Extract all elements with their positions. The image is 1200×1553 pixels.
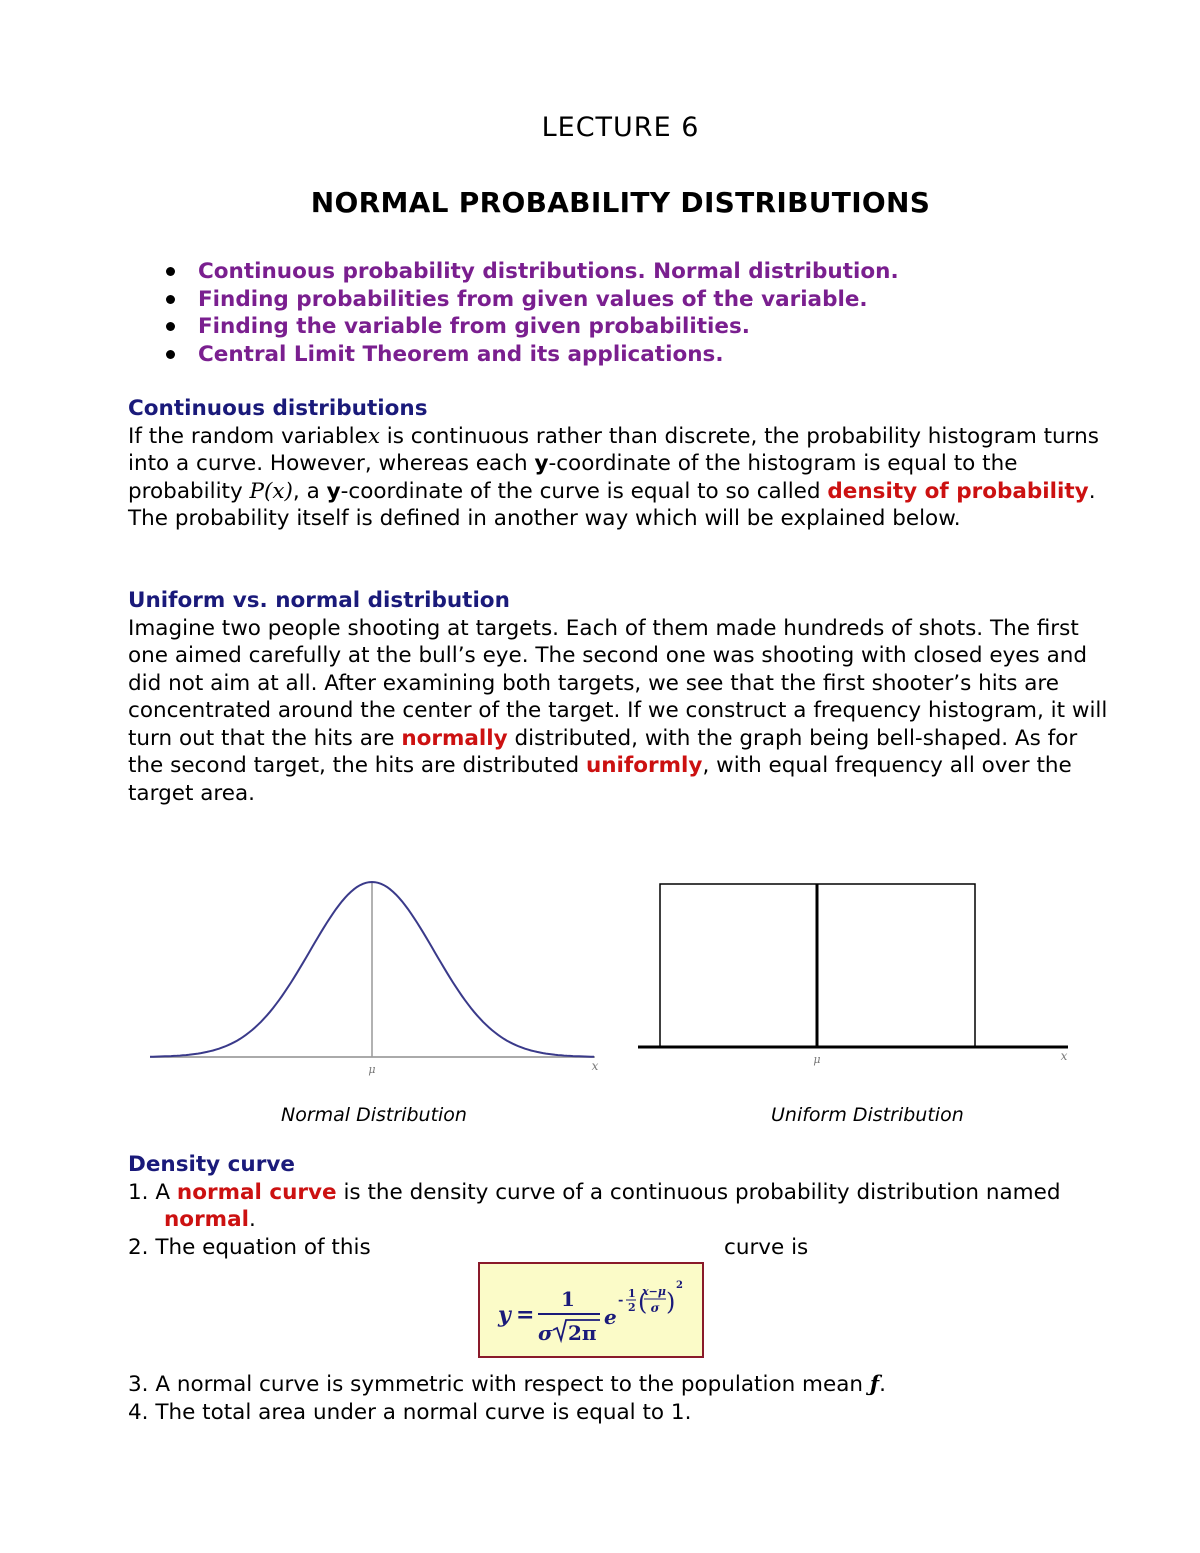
bullet-icon bbox=[166, 350, 175, 359]
item-number: 1. bbox=[128, 1179, 149, 1205]
exponent-half-num: 1 bbox=[628, 1287, 636, 1300]
text-run: is the density curve of a continuous probability distribution named bbox=[336, 1179, 1061, 1205]
figure-caption-normal: Normal Distribution bbox=[281, 1104, 467, 1126]
text-run: . The probability itself is defined in another way which will be explained below. bbox=[128, 478, 1096, 531]
text-run: A bbox=[148, 1179, 177, 1205]
section-continuous bbox=[128, 395, 1118, 533]
variable-y: y bbox=[534, 451, 549, 476]
section-uniform-vs-normal bbox=[128, 587, 1118, 807]
variable-x: x bbox=[367, 423, 380, 449]
text-run: , with equal frequency all over the target area. bbox=[128, 753, 1072, 806]
probability-px: P(x) bbox=[249, 478, 293, 504]
text-run: A normal curve is symmetric with respect to the population mean bbox=[148, 1372, 870, 1397]
text-run: The equation of this bbox=[148, 1234, 371, 1260]
formula-y: y bbox=[498, 1302, 511, 1328]
text-run: -coordinate of the histogram is equal to the probability bbox=[128, 451, 1018, 504]
bullet-icon bbox=[166, 322, 175, 331]
section-heading: Continuous distributions bbox=[128, 396, 428, 421]
key-term: normal curve bbox=[176, 1179, 337, 1205]
text-run: distributed, with the graph being bell-shaped. As for the second target, the hits are distributed bbox=[128, 725, 1078, 778]
section-heading: Density curve bbox=[128, 1152, 295, 1177]
normal-equation bbox=[480, 1264, 702, 1356]
key-term: uniformly bbox=[585, 753, 703, 778]
bullet-icon bbox=[166, 267, 175, 276]
list-item bbox=[160, 313, 899, 341]
x-axis-label: x bbox=[591, 1059, 599, 1073]
list-item bbox=[128, 1371, 1108, 1399]
formula-sigma: σ bbox=[538, 1321, 553, 1345]
list-item-continuation bbox=[128, 1206, 1108, 1234]
exponent-half-den: 2 bbox=[628, 1301, 636, 1314]
list-item-text: Finding the variable from given probabilities. bbox=[198, 314, 750, 339]
paren-left: ( bbox=[638, 1288, 648, 1316]
text-run: -coordinate of the curve is equal to so called bbox=[340, 478, 828, 504]
mu-label: μ bbox=[368, 1063, 376, 1076]
item-number: 4. bbox=[128, 1399, 149, 1425]
key-term: density of probability bbox=[827, 478, 1089, 504]
figure-caption-uniform: Uniform Distribution bbox=[771, 1104, 964, 1126]
list-item-text: Continuous probability distributions. Normal distribution. bbox=[198, 259, 899, 284]
text-run: The total area under a normal curve is equal to 1. bbox=[148, 1399, 692, 1425]
formula-e: e bbox=[604, 1305, 617, 1329]
section-paragraph bbox=[128, 615, 1118, 808]
text-run: , a bbox=[292, 478, 327, 504]
section-density-curve bbox=[128, 1151, 1108, 1261]
text-run: curve is bbox=[724, 1234, 809, 1260]
exponent-minus: - bbox=[618, 1293, 624, 1308]
normal-equation-box bbox=[478, 1262, 704, 1358]
list-item-text: Finding probabilities from given values of the variable. bbox=[198, 286, 868, 312]
list-item bbox=[160, 286, 899, 314]
exponent-frac-den: σ bbox=[650, 1301, 660, 1315]
page-title: NORMAL PROBABILITY DISTRIBUTIONS bbox=[310, 186, 931, 219]
item-number: 2. bbox=[128, 1234, 149, 1260]
exponent-power: 2 bbox=[676, 1280, 683, 1291]
bullet-icon bbox=[166, 295, 175, 304]
text-run: If the random variable bbox=[128, 423, 368, 449]
list-item bbox=[128, 1179, 1108, 1207]
formula-numerator: 1 bbox=[561, 1287, 575, 1311]
uniform-distribution-figure bbox=[620, 870, 1080, 1070]
key-term: normally bbox=[401, 725, 508, 751]
list-item bbox=[128, 1234, 1108, 1262]
mean-symbol: ƒ bbox=[869, 1372, 880, 1397]
density-list-continued bbox=[128, 1371, 1108, 1426]
item-number: 3. bbox=[128, 1372, 149, 1397]
formula-equals: = bbox=[516, 1302, 535, 1328]
lecture-number: LECTURE 6 bbox=[541, 112, 700, 143]
text-run: . bbox=[248, 1207, 256, 1232]
list-item-text: Central Limit Theorem and its applications. bbox=[198, 341, 724, 367]
section-heading: Uniform vs. normal distribution bbox=[128, 588, 510, 613]
text-run: Imagine two people shooting at targets. Each of them made hundreds of shots. The first one aimed carefully at the bull’s eye. The second one was shooting with closed eyes and did not aim at all. After examining both targets, we see that the first shooter’s hits are concentrated around the center of the target. If we construct a frequency histogram, it will turn out that the hits are bbox=[128, 615, 1108, 751]
text-run: is continuous rather than discrete, the probability histogram turns into a curve. However, whereas each bbox=[128, 423, 1099, 476]
x-axis-label: x bbox=[1060, 1049, 1068, 1063]
list-item bbox=[160, 341, 899, 369]
variable-y: y bbox=[326, 478, 341, 504]
list-item bbox=[128, 1399, 1108, 1427]
list-item bbox=[160, 258, 899, 286]
normal-distribution-figure bbox=[140, 870, 610, 1080]
key-term: normal bbox=[164, 1207, 249, 1232]
formula-sqrt-arg: 2π bbox=[568, 1321, 597, 1345]
section-paragraph bbox=[128, 423, 1118, 533]
topics-list bbox=[160, 258, 899, 368]
paren-right: ) bbox=[666, 1288, 676, 1316]
exponent-frac-num: x−μ bbox=[642, 1285, 666, 1298]
text-run: . bbox=[879, 1372, 886, 1397]
mu-label: μ bbox=[813, 1053, 821, 1066]
